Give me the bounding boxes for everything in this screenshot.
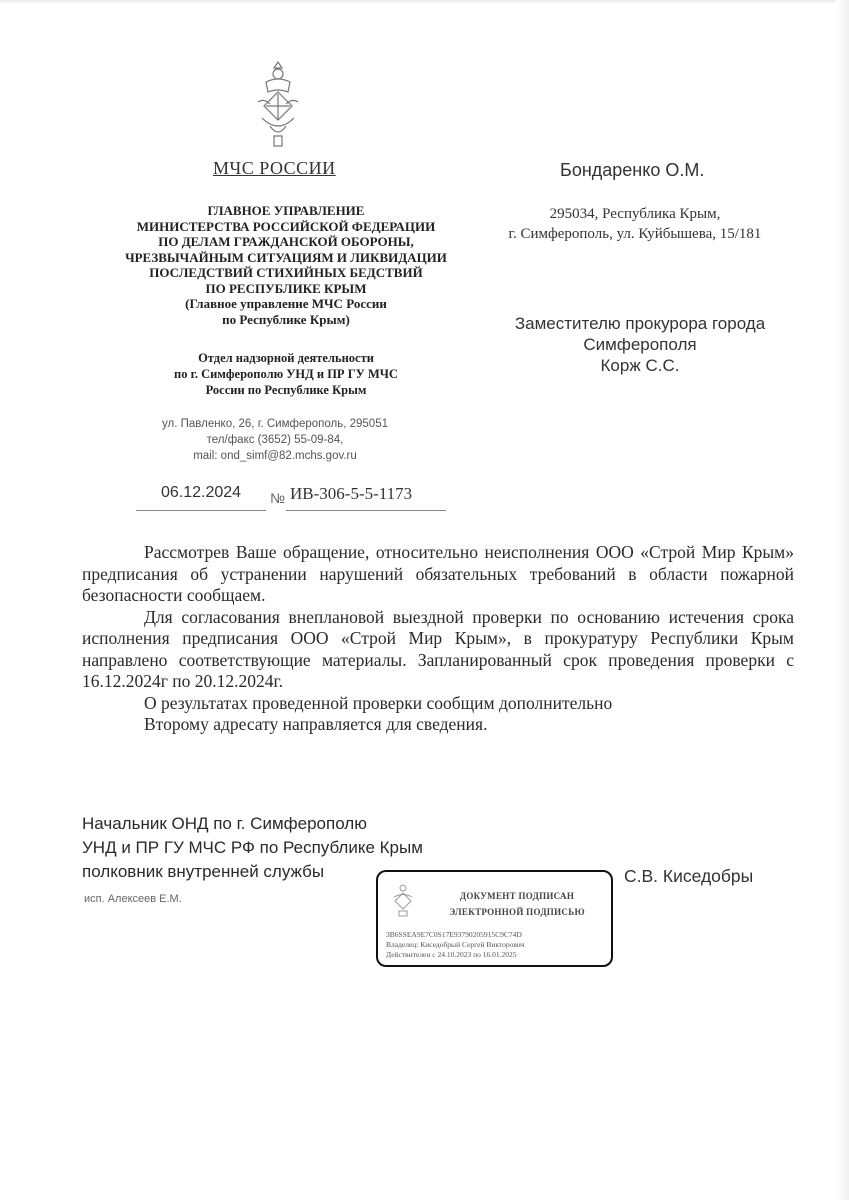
org-full-name: [100, 203, 472, 327]
document-number: ИВ-306-5-5-1173: [286, 484, 446, 511]
page-top-edge: [0, 0, 849, 4]
certificate-serial: 3B6SSEA9E7C0S17E93790205915C9C74D: [386, 930, 522, 939]
stamp-title-line: ЭЛЕКТРОННОЙ ПОДПИСЬЮ: [449, 907, 585, 917]
second-addressee: [475, 313, 805, 376]
org-line: (Главное управление МЧС России: [185, 296, 387, 311]
position-line: УНД и ПР ГУ МЧС РФ по Республике Крым: [82, 838, 423, 857]
org-line: ЧРЕЗВЫЧАЙНЫМ СИТУАЦИЯМ И ЛИКВИДАЦИИ: [125, 249, 447, 265]
address-line: г. Симферополь, ул. Куйбышева, 15/181: [508, 226, 762, 242]
department-name: [120, 350, 452, 398]
dept-line: по г. Симферополю УНД и ПР ГУ МЧС: [174, 367, 398, 381]
position-line: полковник внутренней службы: [82, 862, 325, 881]
org-name: МЧС РОССИИ: [213, 158, 336, 178]
stamp-emblem-icon: [390, 882, 416, 918]
addressee-line: Симферополя: [583, 335, 697, 354]
executor-name: исп. Алексеев Е.М.: [84, 893, 182, 905]
addressee-line: Корж С.С.: [600, 356, 680, 375]
stamp-title-line: ДОКУМЕНТ ПОДПИСАН: [459, 891, 575, 901]
signatory-position: [82, 812, 423, 884]
stamp-details: [386, 930, 611, 960]
contact-address: ул. Павленко, 26, г. Симферополь, 295051: [162, 418, 388, 430]
body-paragraph: Второму адресату направляется для сведения.: [144, 714, 488, 734]
org-contacts: [140, 416, 410, 464]
recipient-name: Бондаренко О.М.: [560, 160, 705, 180]
address-line: 295034, Республика Крым,: [549, 206, 721, 222]
body-paragraph: Рассмотрев Ваше обращение, относительно неисполнения ООО «Строй Мир Крым» предписания об устранении нарушений обязательных требований в области пожарной безопасности сообщаем.: [82, 542, 794, 605]
number-sign: №: [270, 490, 286, 506]
page-right-edge: [835, 0, 849, 1200]
certificate-validity: Действителен с 24.10.2023 по 16.01.2025: [386, 950, 517, 959]
position-line: Начальник ОНД по г. Симферополю: [82, 814, 367, 833]
document-date: 06.12.2024: [136, 484, 266, 511]
electronic-signature-stamp: [376, 870, 613, 967]
body-paragraph: Для согласования внеплановой выездной проверки по основанию истечения срока исполнения предписания ООО «Строй Мир Крым», в прокуратуру Республики Крым направлено соответствующие материалы. Запланированный срок проведения проверки с 16.12.2024г по 20.12.2024г.: [82, 606, 794, 691]
mchs-emblem-icon: [248, 58, 308, 153]
letter-body: [82, 542, 794, 736]
org-line: ГЛАВНОЕ УПРАВЛЕНИЕ: [207, 203, 365, 218]
org-line: ПО ДЕЛАМ ГРАЖДАНСКОЙ ОБОРОНЫ,: [158, 234, 414, 249]
dept-line: Отдел надзорной деятельности: [198, 351, 374, 365]
org-line: МИНИСТЕРСТВА РОССИЙСКОЙ ФЕДЕРАЦИИ: [136, 218, 436, 234]
addressee-line: Заместителю прокурора города: [514, 314, 766, 333]
org-line: по Республике Крым): [222, 311, 350, 327]
recipient-address: [470, 204, 800, 244]
contact-email: mail: ond_simf@82.mchs.gov.ru: [193, 450, 357, 462]
org-line: ПОСЛЕДСТВИЙ СТИХИЙНЫХ БЕДСТВИЙ: [149, 265, 423, 280]
dept-line: России по Республике Крым: [205, 383, 367, 397]
org-line: ПО РЕСПУБЛИКЕ КРЫМ: [205, 280, 367, 296]
certificate-owner: Владелец: Киседобрый Сергей Викторович: [386, 940, 525, 949]
body-paragraph: О результатах проведенной проверки сообщим дополнительно: [144, 692, 613, 713]
signer-name: С.В. Киседобры: [624, 866, 754, 886]
stamp-title: [432, 888, 602, 920]
contact-phone: тел/факс (3652) 55-09-84,: [206, 434, 344, 446]
